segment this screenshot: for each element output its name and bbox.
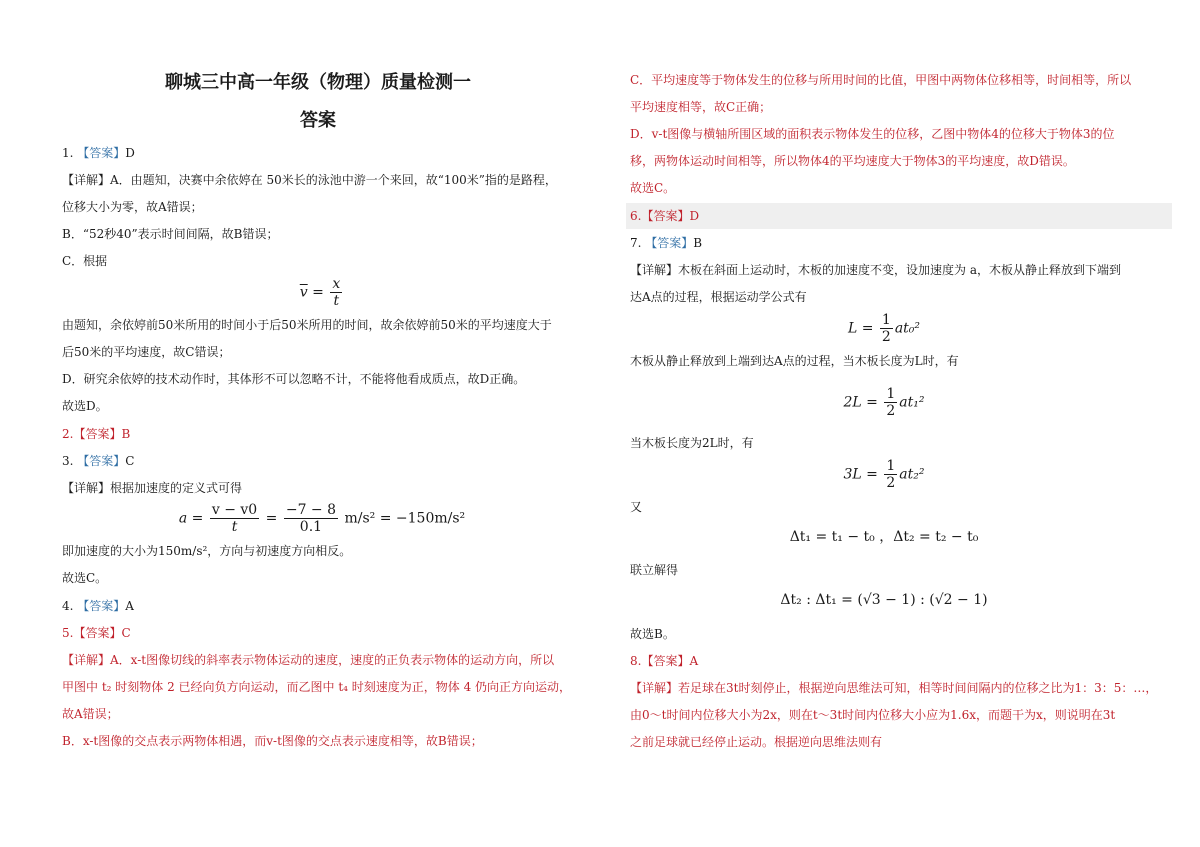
q1-line-2: 位移大小为零，故A错误；: [62, 200, 203, 214]
eq7b-half-num: 1: [886, 386, 896, 402]
q1-line-8: 故选D。: [62, 399, 108, 413]
q2-answer: 2.【答案】B: [62, 427, 131, 441]
eq7a-half-num: 1: [881, 312, 891, 328]
q8-line-2: 由0～t时间内位移大小为2x，则在t～3t时间内位移大小应为1.6x，而题干为x，则说明在3t: [630, 708, 1116, 722]
eq3-numerator-2: −7 − 8: [285, 502, 337, 518]
q1-answer: [62, 146, 582, 160]
q3-answer-tag: 【答案】: [77, 454, 126, 468]
q1-line-4: C．根据: [62, 254, 108, 268]
q3-line-3: 故选C。: [62, 571, 108, 585]
q4-answer-value: A: [125, 599, 134, 613]
q5-line-c1: C．平均速度等于物体发生的位移与所用时间的比值，甲图中两物体位移相等，时间相等，所以: [630, 73, 1132, 87]
eq7c-rhs: at₂²: [899, 466, 925, 483]
q8-line-3: 之前足球就已经停止运动。根据逆向思维法则有: [630, 735, 883, 749]
eq3-unit: m/s² = −150m/s²: [344, 510, 466, 527]
q1-line-5: 由题知，余依婷前50米所用的时间小于后50米所用的时间，故余依婷前50米的平均速度大于: [62, 318, 552, 332]
q5-line-3: 故A错误；: [62, 707, 119, 721]
q3-answer: [62, 454, 582, 468]
equation-2L: [630, 386, 1138, 419]
q3-answer-value: C: [125, 454, 135, 468]
equation-ratio: Δt₂ : Δt₁ = (√3 − 1) : (√2 − 1): [780, 592, 988, 608]
eq7b-half-den: 2: [886, 403, 896, 419]
q1-line-7: D．研究余依婷的技术动作时，其体形不可以忽略不计，不能将他看成质点，故D正确。: [62, 372, 526, 386]
q7-line-1: 【详解】木板在斜面上运动时，木板的加速度不变，设加速度为 a，木板从静止释放到下端到: [630, 263, 1121, 277]
eq7c-half-den: 2: [886, 475, 896, 491]
q7-line-2: 达A点的过程，根据运动学公式有: [630, 290, 807, 304]
q4-number: 4.: [62, 599, 74, 613]
q1-line-1: 【详解】A．由题知，决赛中余依婷在 50米长的泳池中游一个来回，故“100米”指的是路程，: [62, 173, 557, 187]
q4-answer-tag: 【答案】: [77, 599, 126, 613]
q7-line-5: 又: [630, 500, 643, 514]
eq1-denominator: t: [333, 293, 340, 309]
q7-number: 7.: [630, 236, 642, 250]
equation-average-velocity: $\overline{v}$ = $\frac{x}{t}$: [299, 276, 341, 309]
eq7c-half-num: 1: [886, 458, 896, 474]
q5-line-d1: D．v-t图像与横轴所围区域的面积表示物体发生的位移，乙图中物体4的位移大于物体3的位: [630, 127, 1115, 141]
equation-acceleration: a = $\frac{v - v0}{t}$ = $\frac{-7 - 8}{0.1}$ m/s² = −150m/s²: [178, 502, 466, 535]
eq3-denominator-2: 0.1: [299, 519, 323, 535]
q8-answer: 8.【答案】A: [630, 654, 699, 668]
eq7c-lhs: 3L =: [843, 466, 878, 483]
eq1-lhs: $\overline{v}$: [299, 284, 308, 301]
equation-L: [630, 312, 1138, 345]
q5-line-4: B．x-t图像的交点表示两物体相遇，而v-t图像的交点表示速度相等，故B错误；: [62, 734, 483, 748]
q7-answer: [630, 236, 1138, 250]
equation-delta-t: Δt₁ = t₁ − t₀ ，Δt₂ = t₂ − t₀: [789, 529, 979, 545]
q7-line-3: 木板从静止释放到上端到达A点的过程，当木板长度为L时，有: [630, 354, 959, 368]
q7-conclusion: 故选B。: [630, 627, 675, 641]
eq7a-rhs: at₀²: [894, 320, 921, 337]
eq7a-lhs: L =: [847, 320, 874, 337]
eq7b-lhs: 2L =: [843, 394, 878, 411]
q7-line-4: 当木板长度为2L时，有: [630, 436, 754, 450]
q4-answer: [62, 599, 582, 613]
q5-conclusion: 故选C。: [630, 181, 676, 195]
q8-line-1: 【详解】若足球在3t时刻停止，根据逆向思维法可知，相等时间间隔内的位移之比为1：3：5：…，: [630, 681, 1158, 695]
q3-line-2: 即加速度的大小为150m/s²，方向与初速度方向相反。: [62, 544, 352, 558]
q7-line-6: 联立解得: [630, 563, 679, 577]
page-title: 聊城三中高一年级（物理）质量检测一: [165, 72, 471, 93]
q3-line-1: 【详解】根据加速度的定义式可得: [62, 481, 243, 495]
eq3-numerator-1: v − v0: [211, 502, 258, 518]
equation-3L: [630, 458, 1138, 491]
q5-line-1: 【详解】A．x-t图像切线的斜率表示物体运动的速度，速度的正负表示物体的运动方向，所以: [62, 653, 555, 667]
q1-answer-tag: 【答案】: [77, 146, 126, 160]
q1-line-6: 后50米的平均速度，故C错误；: [62, 345, 231, 359]
eq3-a: a: [178, 510, 188, 527]
q1-number: 1.: [62, 146, 74, 160]
q5-line-d2: 移，两物体运动时间相等，所以物体4的平均速度大于物体3的平均速度，故D错误。: [630, 154, 1075, 168]
q6-answer: 6.【答案】D: [630, 209, 700, 223]
q1-answer-value: D: [125, 146, 135, 160]
page-subtitle: 答案: [300, 110, 336, 131]
q5-line-2: 甲图中 t₂ 时刻物体 2 已经向负方向运动，而乙图中 t₄ 时刻速度为正，物体 4 仍向正方向运动，: [62, 680, 572, 694]
eq3-denominator-1: t: [231, 519, 238, 535]
eq1-numerator: x: [332, 276, 341, 292]
q3-number: 3.: [62, 454, 74, 468]
q1-line-3: B．“52秒40”表示时间间隔，故B错误；: [62, 227, 279, 241]
q5-answer: 5.【答案】C: [62, 626, 131, 640]
q5-line-c2: 平均速度相等，故C正确；: [630, 100, 772, 114]
eq7b-rhs: at₁²: [899, 394, 925, 411]
eq7a-half-den: 2: [881, 329, 891, 345]
q7-answer-value: B: [693, 236, 703, 250]
q7-answer-tag: 【答案】: [645, 236, 694, 250]
